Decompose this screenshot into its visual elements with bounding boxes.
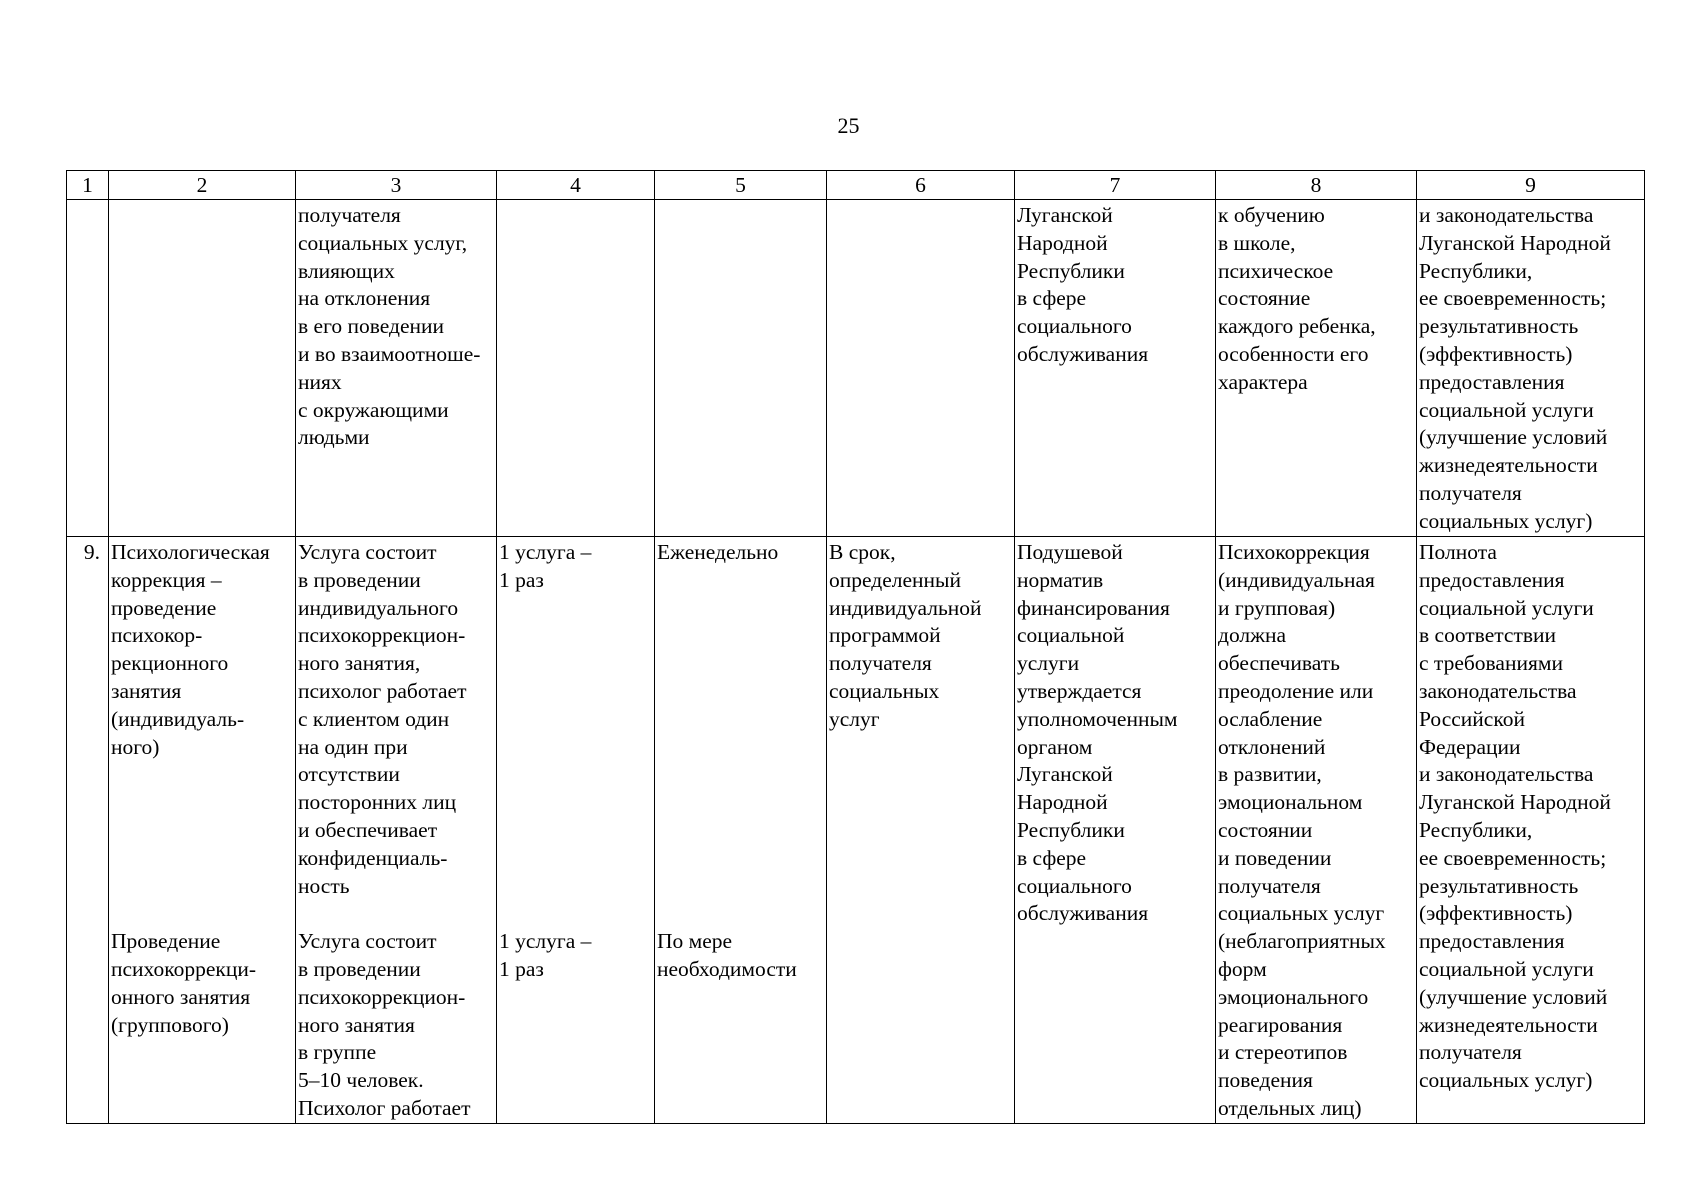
cell-frequency [655,537,827,1124]
header-cell-4: 4 [497,171,655,200]
header-row [67,171,1645,200]
cell-frequency [655,200,827,537]
header-cell-9: 9 [1417,171,1645,200]
cell-service-name [109,200,296,537]
cell-conditions: Психокоррекция (индивидуальная и групповая) должна обеспечивать преодоление или ослабление отклонений в развитии, эмоциональном состоянии и поведении получателя социальных услуг (неблагоприятных форм эмоционального реагирования и стереотипов поведения отдельных лиц) [1216,537,1417,1124]
table-row-9 [67,537,1645,1124]
header-cell-2: 2 [109,171,296,200]
cell-service-name [109,537,296,1124]
frequency-individual: Еженедельно [657,540,779,564]
cell-service-description: получателя социальных услуг, влияющих на отклонения в его поведении и во взаимоотноше- ниях с окружающими людьми [296,200,497,537]
volume-individual: 1 услуга – 1 раз [499,540,592,592]
cell-volume [497,537,655,1124]
cell-volume [497,200,655,537]
cell-funding: Подушевой норматив финансирования социальной услуги утверждается уполномоченным органом Луганской Народной Республики в сфере социального обслуживания [1015,537,1216,1124]
cell-number [67,200,109,537]
frequency-group: По мере необходимости [657,929,797,981]
volume-group: 1 услуга – 1 раз [499,929,592,981]
cell-quality-indicators: и законодательства Луганской Народной Республики, ее своевременность; результативность (эффективность) предоставления социальной услуги (улучшение условий жизнедеятельности получателя социальных услуг) [1417,200,1645,537]
page-number: 25 [837,113,860,138]
header-cell-5: 5 [655,171,827,200]
header-cell-1: 1 [67,171,109,200]
cell-term [827,200,1015,537]
cell-funding: Луганской Народной Республики в сфере социального обслуживания [1015,200,1216,537]
cell-service-description [296,537,497,1124]
header-cell-8: 8 [1216,171,1417,200]
service-name-individual: Психологическая коррекция – проведение психокор- рекционного занятия (индивидуаль- ного) [111,540,270,759]
services-table [66,170,1645,1124]
service-description-individual: Услуга состоит в проведении индивидуального психокоррекцион- ного занятия, психолог работает с клиентом один на один при отсутствии посторонних лиц и обеспечивает конфиденциаль- ность [298,540,467,898]
header-cell-3: 3 [296,171,497,200]
cell-quality-indicators: Полнота предоставления социальной услуги в соответствии с требованиями законодательства Российской Федерации и законодательства Луганской Народной Республики, ее своевременность; результативность (эффективность) предоставления социальной услуги (улучшение условий жизнедеятельности получателя социальных услуг) [1417,537,1645,1124]
table-row-continued [67,200,1645,537]
header-cell-6: 6 [827,171,1015,200]
cell-number: 9. [67,537,109,1124]
cell-conditions: к обучению в школе, психическое состояние каждого ребенка, особенности его характера [1216,200,1417,537]
header-cell-7: 7 [1015,171,1216,200]
service-name-group: Проведение психокоррекци- онного занятия (группового) [111,929,256,1037]
cell-term: В срок, определенный индивидуальной программой получателя социальных услуг [827,537,1015,1124]
service-description-group: Услуга состоит в проведении психокоррекцион- ного занятия в группе 5–10 человек. Психолог работает [298,929,471,1120]
